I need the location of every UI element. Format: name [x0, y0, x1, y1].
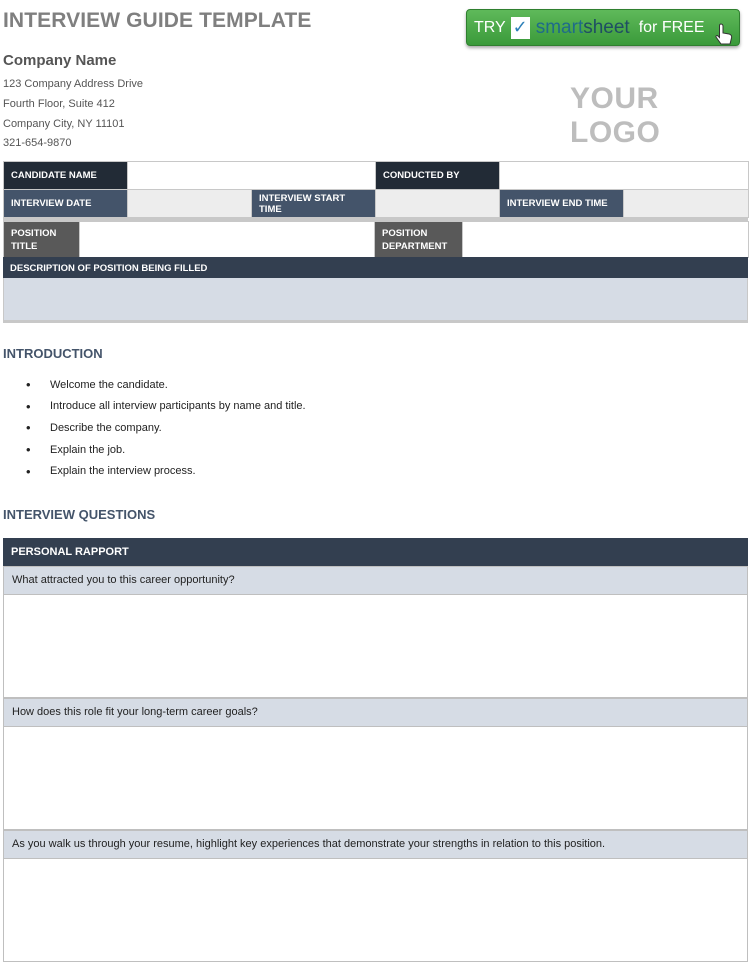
list-item-text: Describe the company. [50, 421, 162, 434]
company-phone: 321-654-9870 [3, 137, 72, 149]
cta-brand-b: sheet [583, 16, 630, 38]
personal-rapport-header: PERSONAL RAPPORT [3, 538, 748, 566]
position-title-field[interactable] [80, 222, 375, 258]
introduction-list [26, 374, 306, 482]
candidate-name-label: CANDIDATE NAME [4, 162, 128, 190]
list-item [26, 417, 306, 439]
cta-free-label: for FREE [638, 18, 705, 36]
company-name: Company Name [3, 52, 117, 69]
company-address-line-1: 123 Company Address Drive [3, 78, 144, 90]
question-row: As you walk us through your resume, highlight key experiences that demonstrate your strengths in relation to this position. [3, 830, 748, 859]
description-field[interactable] [3, 278, 748, 323]
interview-start-time-field[interactable] [376, 190, 500, 218]
position-title-label-line-1: POSITION [11, 227, 57, 239]
list-item-text: Explain the job. [50, 443, 126, 456]
bullet-icon: • [26, 420, 31, 436]
bullet-icon: • [26, 463, 31, 479]
bullet-icon: • [26, 442, 31, 458]
interview-end-time-field[interactable] [624, 190, 749, 218]
candidate-name-field[interactable] [128, 162, 376, 190]
interview-questions-heading: INTERVIEW QUESTIONS [3, 507, 156, 522]
list-item [26, 439, 306, 461]
candidate-info-table [3, 161, 749, 218]
checkmark-icon: ✓ [512, 17, 528, 37]
position-department-label-line-2: DEPARTMENT [382, 240, 448, 252]
question-row: What attracted you to this career opportunity? [3, 566, 748, 595]
position-department-field[interactable] [463, 222, 749, 258]
page-title: INTERVIEW GUIDE TEMPLATE [3, 9, 312, 32]
interview-date-field[interactable] [128, 190, 252, 218]
cta-brand [536, 17, 630, 39]
list-item [26, 396, 306, 418]
question-row: How does this role fit your long-term career goals? [3, 698, 748, 727]
interview-date-label: INTERVIEW DATE [4, 190, 128, 218]
company-address-line-3: Company City, NY 11101 [3, 118, 125, 130]
answer-field[interactable] [3, 595, 748, 698]
cta-brand-a: smart [535, 16, 584, 38]
position-department-label-line-1: POSITION [382, 227, 428, 239]
list-item [26, 374, 306, 396]
description-label: DESCRIPTION OF POSITION BEING FILLED [3, 257, 748, 278]
bullet-icon: • [26, 398, 31, 414]
company-address-line-2: Fourth Floor, Suite 412 [3, 98, 115, 110]
list-item [26, 460, 306, 482]
answer-field[interactable] [3, 859, 748, 962]
position-info-table [3, 221, 749, 258]
answer-field[interactable] [3, 727, 748, 830]
hand-cursor-icon [715, 23, 733, 45]
try-smartsheet-button[interactable] [466, 9, 740, 46]
cta-try-label: TRY [474, 18, 506, 36]
list-item-text: Explain the interview process. [50, 465, 196, 478]
list-item-text: Welcome the candidate. [50, 378, 168, 391]
position-title-label-line-2: TITLE [11, 240, 38, 252]
position-title-label [4, 222, 80, 258]
introduction-heading: INTRODUCTION [3, 346, 103, 361]
interview-end-time-label: INTERVIEW END TIME [500, 190, 624, 218]
position-department-label [375, 222, 463, 258]
logo-placeholder: YOUR LOGO [570, 82, 661, 149]
conducted-by-label: CONDUCTED BY [376, 162, 500, 190]
list-item-text: Introduce all interview participants by name and title. [50, 400, 306, 413]
bullet-icon: • [26, 377, 31, 393]
interview-start-time-label: INTERVIEW START TIME [252, 190, 376, 218]
conducted-by-field[interactable] [500, 162, 749, 190]
